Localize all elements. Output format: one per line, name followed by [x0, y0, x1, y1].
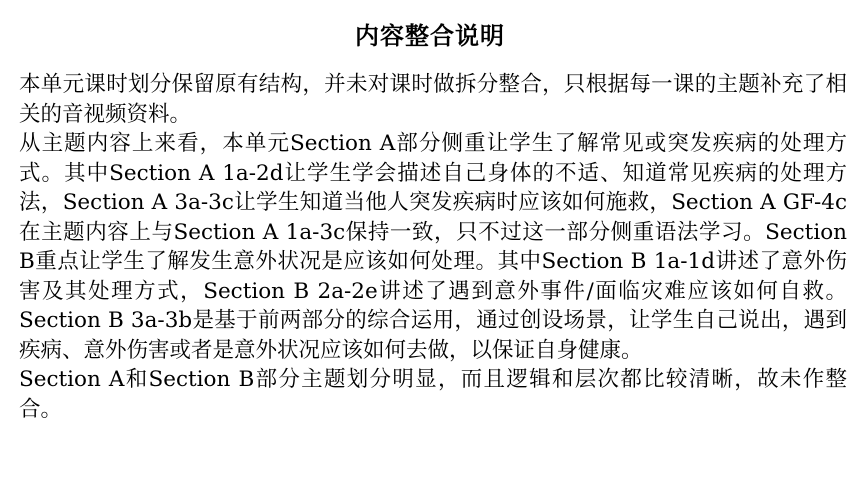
paragraph-structure: 本单元课时划分保留原有结构，并未对课时做拆分整合，只根据每一课的主题补充了相关的音视频资料。 — [19, 72, 847, 127]
body-text — [19, 70, 847, 424]
page-title: 内容整合说明 — [355, 21, 505, 50]
paragraph-content-analysis: 从主题内容上来看，本单元Section A部分侧重让学生了解常见或突发疾病的处理方式。其中Section A 1a-2d让学生学会描述自己身体的不适、知道常见疾病的处理方法，Section A 3a-3c让学生知道当他人突发疾病时应该如何施救，Section A GF-4c在主题内容上与Section A 1a-3c保持一致，只不过这一部分侧重语法学习。Section B重点让学生了解发生意外状况是应该如何处理。其中Section B 1a-1d讲述了意外伤害及其处理方式，Section B 2a-2e讲述了遇到意外事件/面临灾难应该如何自救。Section B 3a-3b是基于前两部分的综合运用，通过创设场景，让学生自己说出，遇到疾病、意外伤害或者是意外状况应该如何去做，以保证自身健康。 — [19, 131, 847, 363]
paragraph-conclusion: Section A和Section B部分主题划分明显，而且逻辑和层次都比较清晰，故未作整合。 — [19, 367, 847, 422]
